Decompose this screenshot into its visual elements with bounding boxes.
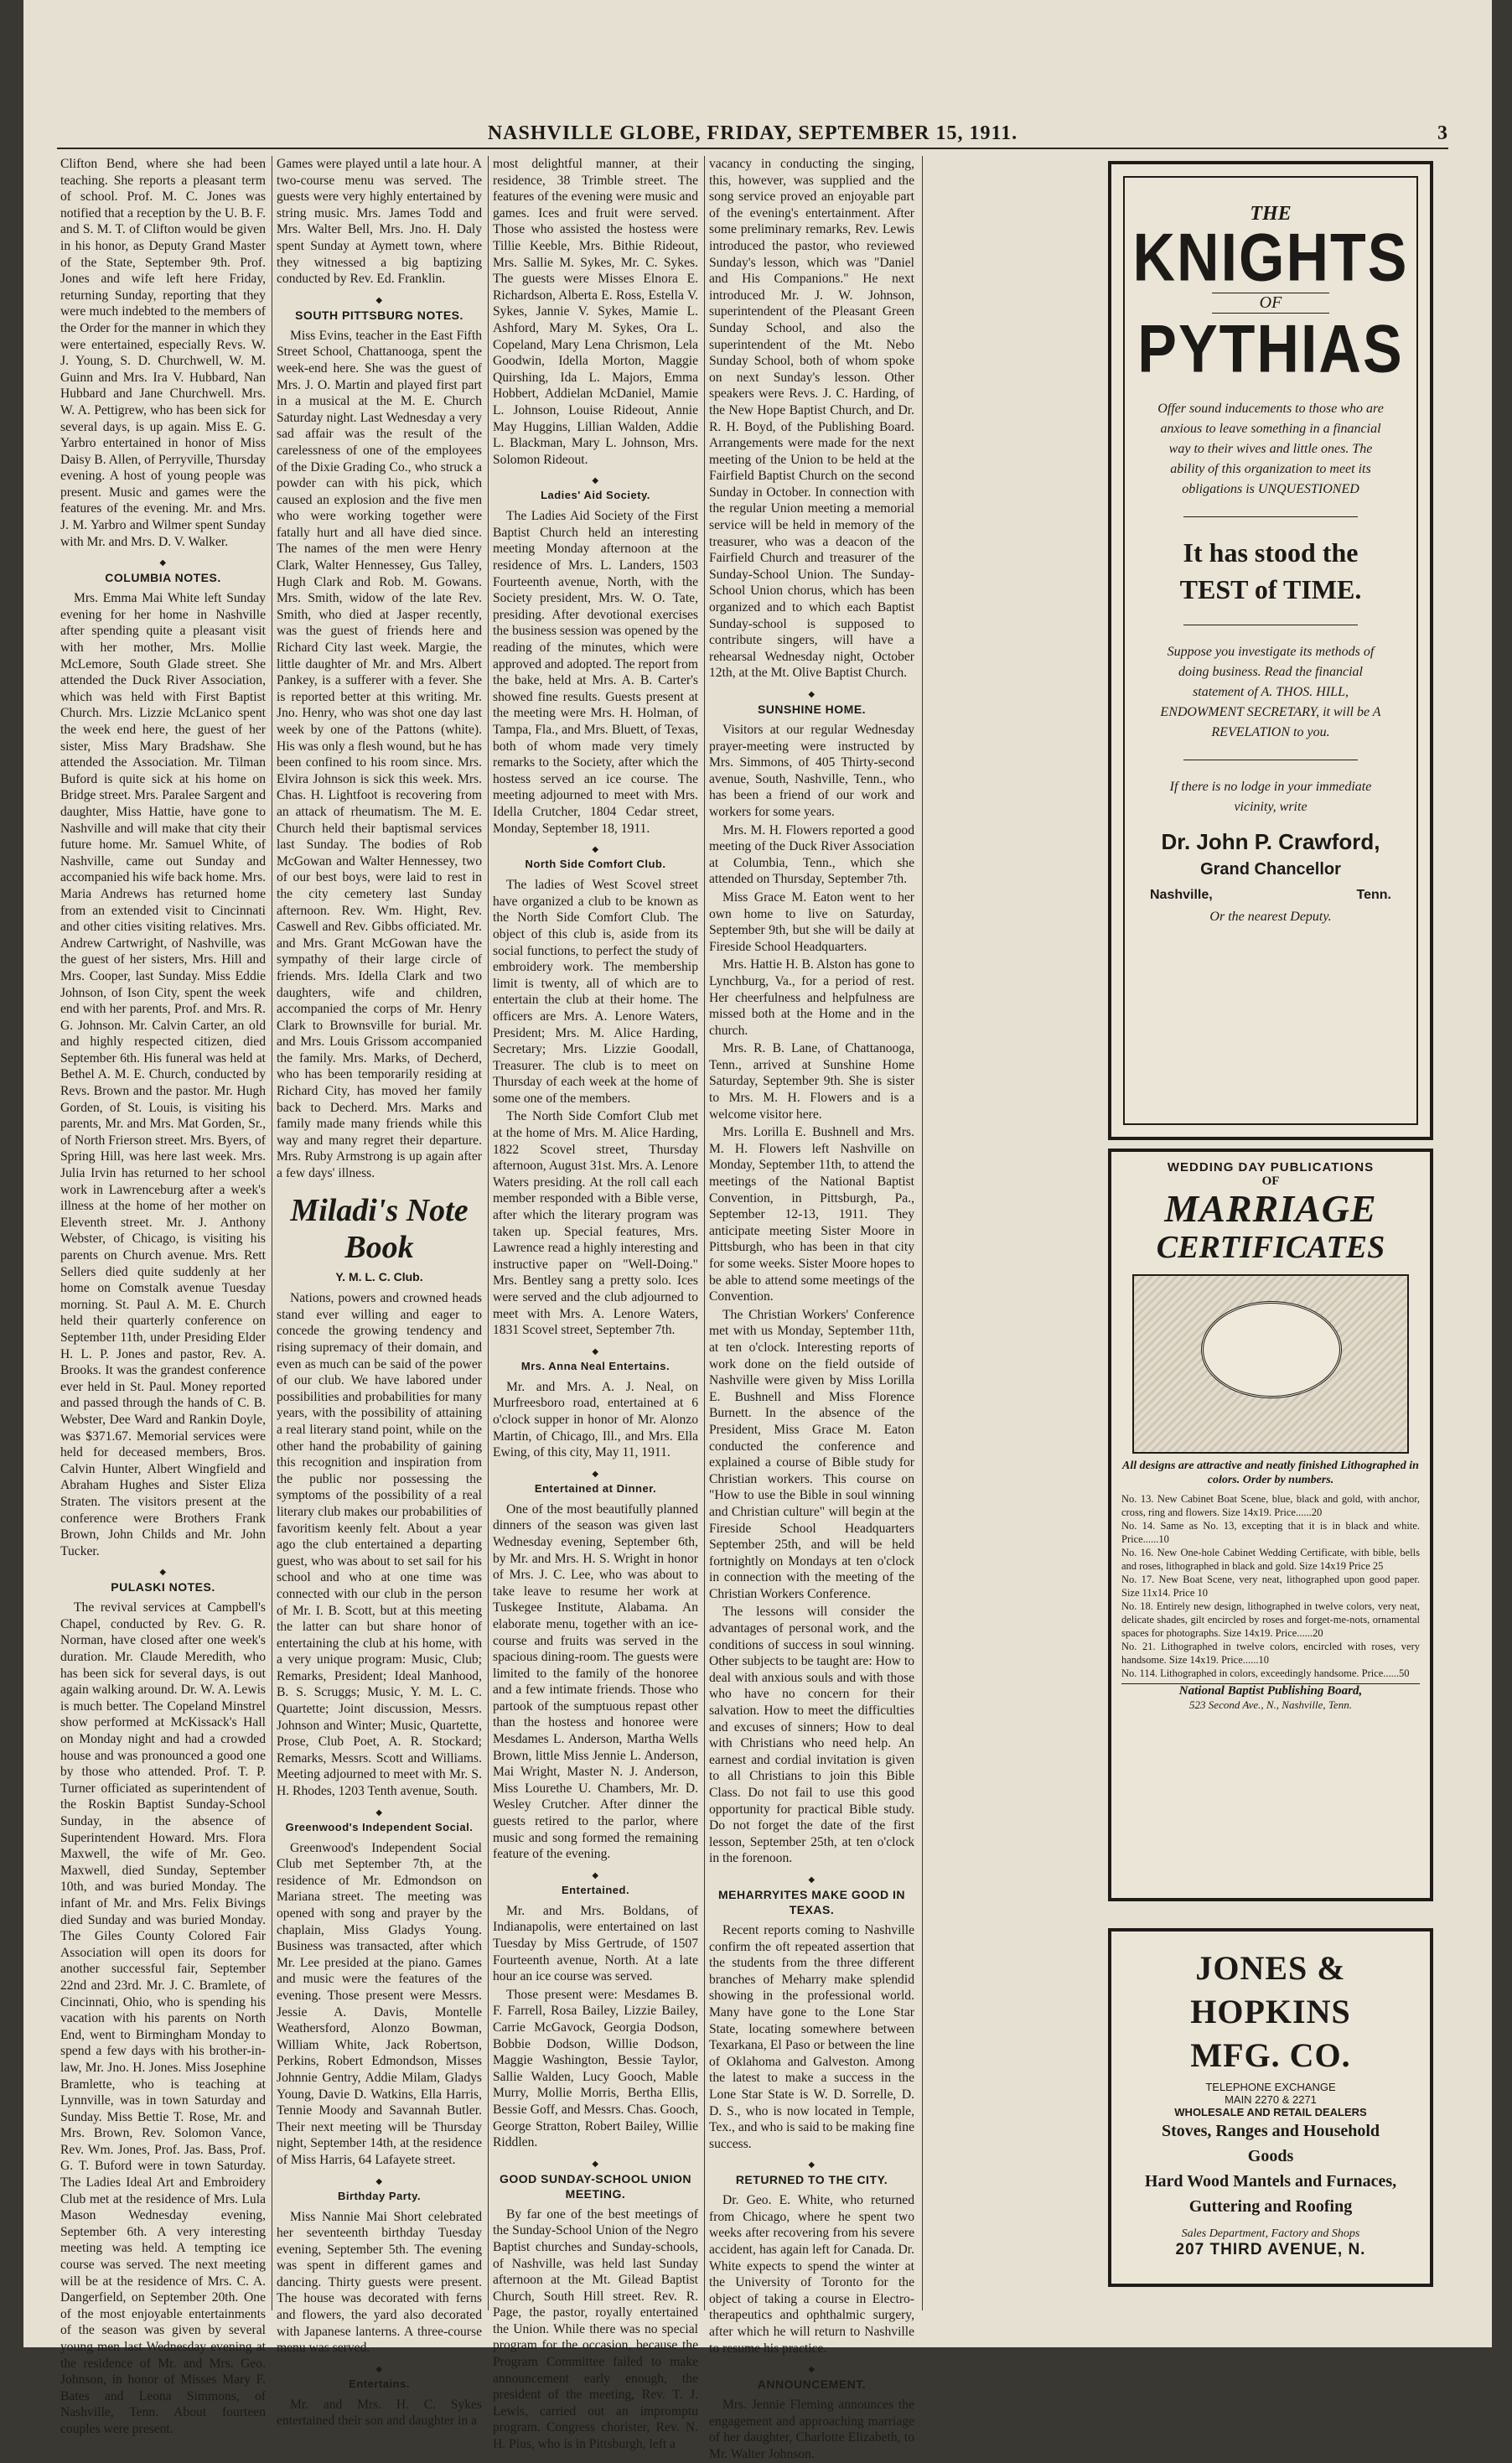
article-text: Clifton Bend, where she had been teaching. She reports a pleasant term of school. Prof. M. C. Jones was notified that a reception by the U. B. F. and S. M. T. of Clifton would be given in his honor, as Deputy Grand Master of the State, September 9th. Prof. Jones and wife left here Friday, returning Sunday, reporting that they were much indebted to the members of the Order for the manner in which they were entertained, especially Revs. W. J. Young, S. D. Churchwell, W. M. Guinn and Mrs. Ira V. Hubbard, Nan Hubbard and Jane Churchwell. Mrs. W. A. Pettigrew, who has been sick for several days, is up again. Miss E. G. Yarbro entertained in honor of Miss Daisy B. Allen, of Perryville, Thursday evening. A host of young people was present. Music and games were the features of the evening. Mr. and Mrs. J. M. Yarbro and Wilmer spent Sunday with Mr. and Mrs. D. V. Walker. — [60, 157, 266, 549]
miladi-subtitle: Y. M. L. C. Club. — [335, 1269, 423, 1283]
price-item: No. 114. Lithographed in colors, exceedingly handsome. Price......50 — [1121, 1667, 1410, 1679]
publisher-address: 523 Second Ave., N., Nashville, Tenn. — [1189, 1698, 1352, 1711]
article-text: Mrs. Emma Mai White left Sunday evening for her home in Nashville after spending quite a pleasant visit with her mother, Mrs. Mollie McLemore, South Glade street. She attended the Duck River Association, which was held with First Baptist Church. Mrs. Lizzie McLanico spent the week end here, the guest of her sister, Miss Mary Bradshaw. She attended the Association. Mr. Tilman Buford is quite sick at his home on Bridge street. Mrs. Paralee Sargent and daughter, Miss Hattie, have gone to Nashville and will make that city their future home. Mr. Samuel White, of Nashville, came out Sunday and accompanied his wife back home. Mrs. Maria Andrews has returned home from an extended visit to Cincinnati and other cities visiting relatives. Mrs. Andrew Cartwright, of Nashville, was the guest of her sisters, Mrs. Hill and Mrs. Cooper, last Sunday. Miss Eddie Johnson, of Ison City, spent the week end with her parents, Prof. and Mrs. R. G. Johnson. Mr. Calvin Carter, an old and highly respected citizen, died September 6th. His funeral was held at Bethel A. M. E. Church, conducted by Revs. Brown and the pastor. Mr. Hugh Gorden, of St. Louis, is visiting his parents, Mr. and Mrs. Mat Gorden, Sr., of North Frierson street. Mrs. Byers, of Spring Hill, was here last week. Mrs. Julia Irvin has returned to her school work in Lawrenceburg after a week's illness at the home of her mother on Eleventh street. Mr. J. Anthony Webster, of Chicago, is visiting his parents on Church avenue. Mrs. Rett Sellers died quite suddenly at her home on Comstalk avenue Tuesday morning. St. Paul A. M. E. Church held their quarterly conference on September 11th, under Presiding Elder H. L. P. Jones and pastor, Rev. A. Brooks. It was the grandest conference ever held in St. Paul. Money reported and passed through the hands of C. B. Webster, Dee Ward and Rankin Doyle, was $371.67. Memorial services were held for deceased members, Bros. Calvin Hunter, Albert Wingfield and Abraham Hughes and Sister Eliza Straten. The visitors present at the conference were Brothers Frank Brown, John Childs and Mr. John Tucker. — [60, 591, 266, 1558]
article-text: The North Side Comfort Club met at the home of Mrs. M. Alice Harding, 1822 Scovel street, Thursday afternoon, August 31st. Mrs. A. Lenore Waters presiding. At the roll call each member responded with a Bible verse, after which the literary program was taken up. Special features, Mrs. Lawrence read a highly interesting and instructive paper on "Well-Doing." Mrs. Bentley sang a pretty solo. Ices were served and the club adjourned to meet with Mrs. A. Lenore Waters, 1831 Scovel street, September 7th. — [493, 1109, 698, 1338]
ad-city: Nashville, — [1150, 888, 1213, 902]
article-text: Visitors at our regular Wednesday prayer-meeting were instructed by Mrs. Simmons, of 405 Thirty-second avenue, South, Nashville, Tenn., who has been a friend of our work and workers for some years. — [709, 723, 914, 819]
price-list — [1121, 1492, 1420, 1680]
article-text: The Ladies Aid Society of the First Baptist Church held an interesting meeting Monday afternoon at the residence of Mrs. L. Landers, 1503 Fourteenth avenue, North, with the Society president, Mrs. W. O. Tate, presiding. After devotional exercises the business session was opened by the reading of the minutes, which were approved and adopted. The report from the bake, held at Mrs. A. B. Carter's showed fine results. Guests present at the meeting were Mrs. H. Holman, of Tampa, Fla., and Mrs. Bluett, of Texas, both of whom made very timely remarks to the Society, after which the hostess served an ice course. The meeting adjourned to meet with Mrs. Idella Crutcher, 1804 Cedar street, Monday, September 18, 1911. — [493, 509, 698, 836]
article-text: Recent reports coming to Nashville confirm the oft repeated assertion that the students from the three different branches of Meharry make splendid showing in the professional world. Many have gone to the Lone Star State, locating somewhere between Texarkana, El Paso or between the line of Oklahoma and Galveston. Among the latest to make a success in the Lone Star State is W. D. Sorrelle, D. D. S., who is now located in Temple, Tex., and who is said to be making fine success. — [709, 1922, 914, 2151]
ad-address: 207 THIRD AVENUE, N. — [1175, 2241, 1366, 2258]
ad-state: Tenn. — [1356, 888, 1391, 902]
section-heading: ◆ MEHARRYITES MAKE GOOD IN TEXAS. — [709, 1875, 914, 1917]
article-text: The lessons will consider the advantages of personal work, and the conditions of success in soul winning. Other subjects to be taught are: How to deal with anxious souls and with those who have no concern for their salvation. How to meet the difficulties and excuses of sinners; How to deal with Christians who need help. An earnest and cordial invitation is given to all Christians to join this Bible Class. Do not fail to use this good opportunity for practical Bible study. Do not forget the date of the first lesson, September 25th, at ten o'clock in the forenoon. — [709, 1605, 914, 1866]
marriage-certificates-ad — [1108, 1149, 1433, 1901]
ad-phone-label: TELEPHONE EXCHANGE — [1205, 2081, 1336, 2093]
article-text: Mrs. M. H. Flowers reported a good meeting of the Duck River Association at Columbia, Tenn., which she attended on Thursday, September 7th. — [709, 822, 914, 887]
column-3 — [493, 156, 698, 2452]
price-item: No. 18. Entirely new design, lithographed in twelve colors, very neat, delicate shades, gilt encircled by roses and forget-me-nots, ornamental spaces for photographs. Size 14x19. Price......20 — [1121, 1600, 1420, 1639]
ad-divider — [1183, 516, 1359, 517]
miladi-title: Miladi's Note Book — [290, 1192, 469, 1265]
article-text: Mrs. Lorilla E. Bushnell and Mrs. M. H. Flowers left Nashville on Monday, September 11th, to attend the meetings of the National Baptist Convention, in Pittsburgh, Pa., September 12-13, 1911. They anticipate meeting Sister Moore in Pittsburgh, who has been in that city for some weeks. Sister Moore hopes to be able to attend some meetings of the Convention. — [709, 1125, 914, 1304]
ad-products-1: Stoves, Ranges and Household — [1161, 2122, 1380, 2140]
ad-certificates: CERTIFICATES — [1156, 1230, 1385, 1265]
article-text: Those present were: Mesdames B. F. Farrell, Rosa Bailey, Lizzie Bailey, Carrie McGavock, Georgia Dodson, Bobbie Dodson, Willie Dodson, Maggie Washington, Bessie Taylor, Sallie Walden, Lucy Gooch, Mable Murry, Mollie Morris, Bertha Ellis, Bessie Goff, and Messrs. Chas. Gooch, George Stratton, Robert Bailey, Willie Riddlen. — [493, 1987, 698, 2150]
section-heading: ◆ COLUMBIA NOTES. — [60, 558, 266, 585]
section-heading: ◆ SOUTH PITTSBURG NOTES. — [277, 296, 482, 323]
section-heading: ◆ SUNSHINE HOME. — [709, 690, 914, 717]
article-text: Dr. Geo. E. White, who returned from Chicago, where he spent two weeks after recovering from his severe accident, has again left for Canada. Dr. White expects to spend the winter at the University of Toronto for the object of taking a course in Electro-therapeutics and ophthalmic surgery, after which he will return to Nashville to resume his practice. — [709, 2193, 914, 2356]
article-text: By far one of the best meetings of the Sunday-School Union of the Negro Baptist churches and Sunday-schools, of Nashville, was held last Sunday afternoon at the Mt. Gilead Baptist Church, South Hill street. Rev. R. Page, the pastor, royally entertained the Union. While there was no special program for the occasion, because the Program Committee failed to make announcement early enough, the president of the meeting, Rev. T. J. Lewis, carried out an impromptu program. Congress chorister, Rev. N. H. Pius, who is in Pittsburgh, left a — [493, 2206, 698, 2452]
ad-stood-line-1: It has stood the — [1183, 537, 1359, 568]
column-divider — [704, 156, 705, 2310]
section-heading: ◆ Entertains. — [277, 2365, 482, 2392]
price-item: No. 14. Same as No. 13, excepting that it is in black and white. Price......10 — [1121, 1520, 1420, 1545]
ad-company-suffix: MFG. CO. — [1190, 2036, 1351, 2074]
section-heading: ◆ PULASKI NOTES. — [60, 1568, 266, 1594]
section-heading: ◆ Entertained. — [493, 1871, 698, 1898]
article-text: Mrs. Jennie Fleming announces the engagement and approaching marriage of her daughter, Charlotte Elizabeth, to Mr. Walter Johnson. — [709, 2398, 914, 2461]
ad-of: OF — [1261, 1174, 1280, 1188]
article-text: The revival services at Campbell's Chapel, conducted by Rev. G. R. Norman, have closed after one week's duration. Mr. Claude Meredith, who has been sick for several days, is out again walking around. Dr. W. A. Lewis is much better. The Copeland Minstrel show performed at McKissack's Hall on Monday night and had a crowded house and was pronounced a good one by those who attended. Prof. T. P. Turner officiated as superintendent of the Roskin Baptist Sunday-School Sunday, in the absence of Superintendent Howard. Mrs. Flora Maxwell, the wife of Mr. Geo. Maxwell, died Sunday, September 10th, and was buried Monday. The infant of Mr. and Mrs. Felix Bivings died Sunday and was buried Monday. The Giles County Colored Fair Association will open its doors for another successful fair, September 22nd and 23rd. Mr. J. C. Bramlete, of Cincinnati, Ohio, who is spending his vacation with his parents on North End, went to Birmingham Monday to spend a few days with his brother-in-law, Mr. Jno. H. Jones. Miss Josephine Bramlette, who is teaching at Lynnville, was in town Saturday and Sunday. Miss Bettie T. Rose, Mr. and Mrs. Brown, Rev. Solomon Vance, Rev. Wm. Jones, Prof. Jas. Bass, Prof. G. T. Buford were in town Saturday. The Ladies Ideal Art and Embroidery Club met at the residence of Mrs. Lula Mason Wednesday evening, September 6th. A very interesting meeting was held. A tempting ice course was served. The next meeting will be at the residence of Mrs. C. A. Dangerfield, on September 20th. One of the most enjoyable entertainments of the season was given by several young men last Wednesday evening at the residence of Mr. and Mrs. Geo. Johnson, in honor of Misses Mary F. Bates and Leona Simmons, of Nashville, Tenn. About fourteen couples were present. — [60, 1600, 266, 2436]
article-text: Miss Evins, teacher in the East Fifth Street School, Chattanooga, spent the week-end here. She was the guest of Mrs. J. O. Martin and played first part in a musical at the M. E. Church Saturday night. Last Wednesday a very sad affair was the result of the carelessness of one of the employees of the Dixie Grading Co., who struck a powder can with his pick, which caused an explosion and the five men who were working together were fatally hurt and all have died since. The names of the men were Henry Clark, Walter Hennessey, Gus Talley, Hugh Clark and Rob. M. Gowans. Mrs. Smith, widow of the late Rev. Smith, who died at Jasper recently, was the guest of friends here and Richard City last week. Margie, the little daughter of Mr. and Mrs. Albert Pankey, is a sufferer with a fever. She is reported better at this writing. Mr. Jno. Henry, who was shot one day last week by one of the Pattons (white). His was only a flesh wound, but he has been confined to his room since. Mrs. Elvira Johnson is sick this week. Mrs. Chas. H. Lightfoot is recovering from an attack of rheumatism. The M. E. Church held their baptismal services last Sunday. The bodies of Rob McGowan and Walter Hennessey, two of our best boys, were laid to rest in the city cemetery last Sunday afternoon. Rev. Wm. Hight, Rev. Caswell and Rev. Gibbs officiated. Mr. and Mrs. Grant McGowan have the sympathy of their large circle of friends. Mrs. Idella Clark and two daughters, wife and children, accompanied the corps of Mr. Henry Clark to Brownsville for burial. Mr. and Mrs. Louis Grissom accompanied the family. Mrs. Marks, of Decherd, who has been temporarily residing at Richard City, has moved her family back to Decherd. Mrs. Marks and family made many friends while this way and many regret their departure. Mrs. Ruby Armstrong is up again after a few days' illness. — [277, 328, 482, 1181]
ad-products-3: Hard Wood Mantels and Furnaces, Guttering and Roofing — [1144, 2172, 1397, 2216]
section-heading: ◆ Greenwood's Independent Social. — [277, 1808, 482, 1835]
article-text: Mrs. R. B. Lane, of Chattanooga, Tenn., arrived at Sunshine Home Saturday, September 9th. She is sister to Mrs. M. H. Flowers and is a welcome visitor here. — [709, 1041, 914, 1122]
article-text: Games were played until a late hour. A two-course menu was served. The guests were very highly entertained by string music. Mrs. James Todd and Mrs. Walter Bell, Mrs. Jno. H. Daly spent Sunday at Aymett town, where they witnessed a big baptizing conducted by Rev. Ed. Franklin. — [277, 157, 482, 287]
article-text: Nations, powers and crowned heads stand ever willing and eager to concede the growing tendency and rising supremacy of their domain, and even as much can be said of the power of our club. We have labored under possibilities and probabilities for many years, with the possibility of attaining a real literary stand point, while on the other hand the probability of gaining this recognition and inspiration from the public nor possessing the symptoms of the possibility of a real literary club makes our probabilities of favoritism keenly felt. About a year ago the club entertained a departing guest, who was about to set sail for his school and who at one time was connected with our club in the person of Mr. I. B. Scott, but at this meeting the latter can but share honor of entertaining the club at his home, with a very unique program: Music, Club; Remarks, President; Ideal Manhood, B. S. Scruggs; Music, Y. M. L. C. Quartette; Joint discussion, Messrs. Johnson and Winter; Music, Quartette, Prose, Club Poet, A. R. Stockard; Remarks, Messrs. Scott and Williams. Meeting adjourned to meet with Mr. S. H. Rhodes, 1203 Tenth avenue, South. — [277, 1291, 482, 1799]
knights-of-pythias-ad — [1108, 161, 1433, 1140]
ad-knights: KNIGHTS — [1132, 220, 1409, 295]
price-item: No. 17. New Boat Scene, very neat, lithographed upon good paper. Size 11x14. Price 10 — [1121, 1574, 1420, 1599]
masthead — [57, 122, 1448, 144]
section-heading: ◆ Birthday Party. — [277, 2177, 482, 2204]
article-text: Mr. and Mrs. A. J. Neal, on Murfreesboro road, entertained at 6 o'clock supper in honor of Mr. Alonzo Martin, of Chicago, Ill., and Mrs. Ella Ewing, of this city, May 11, 1911. — [493, 1379, 698, 1460]
certificate-illustration — [1132, 1274, 1409, 1454]
article-text: vacancy in conducting the singing, this, however, was supplied and the song service proved an enjoyable part of the evening's entertainment. After some preliminary remarks, Rev. Lewis introduced the pastor, who reviewed Sunday's lesson, which was "Daniel and His Companions." He next introduced Mr. J. W. Johnson, superintendent of the Pleasant Green Sunday School, and also the superintendent of the Mt. Nebo Sunday School, both of whom spoke on next Sunday's lesson. Other speakers were Revs. J. C. Harding, of the New Hope Baptist Church, and Dr. R. H. Boyd, of the Publishing Board. Arrangements were made for the next meeting of the Union to be held at the Fairfield Baptist Church on the second Sunday in October. In connection with the regular Union meeting a memorial service will be held in memory of the treasurer, who was a deacon of the Fairfield Church and treasurer of the Sunday-School Union. The Sunday-School Union chorus, which has been organized and to which each Baptist Sunday-school is supposed to contribute singers, will have a rehearsal Wednesday night, October 12th, at the Mt. Olive Baptist Church. — [709, 157, 914, 681]
section-heading: ◆ GOOD SUNDAY-SCHOOL UNION MEETING. — [493, 2160, 698, 2201]
ad-note: All designs are attractive and neatly finished Lithographed in colors. Order by numbers. — [1122, 1460, 1419, 1486]
section-heading: ◆ Entertained at Dinner. — [493, 1470, 698, 1496]
newspaper-page — [23, 0, 1492, 2461]
column-divider — [488, 156, 489, 2310]
column-4 — [709, 156, 914, 2461]
price-item: No. 16. New One-hole Cabinet Wedding Certificate, with bible, bells and roses, lithographed in black and gold. Size 14x19 Price 25 — [1121, 1547, 1420, 1572]
ad-of: OF — [1212, 293, 1329, 314]
certificate-oval — [1201, 1301, 1342, 1398]
ad-stood-line-2: TEST of TIME. — [1179, 574, 1362, 604]
article-text: The Christian Workers' Conference met with us Monday, September 11th, at ten o'clock. Interesting reports of work done on the field outside of Nashville were given by Miss Lorilla E. Bushnell and Miss Florence Burnett. In the absence of the President, Miss Grace M. Eaton conducted the conference and explained a course of Bible study for Christian workers. This course on "How to use the Bible in soul winning and Christian culture" will begin at the Fireside School Headquarters September 25th, and will be held fortnightly on Mondays at ten o'clock in connection with the meeting of the Christian Workers Conference. — [709, 1307, 914, 1601]
column-1 — [60, 156, 266, 2436]
ad-deputy: Or the nearest Deputy. — [1209, 910, 1332, 924]
article-text: Mrs. Hattie H. B. Alston has gone to Lynchburg, Va., for a period of rest. Her cheerfulness and helpfulness are missed both at the Home and in the church. — [709, 957, 914, 1038]
price-item: No. 21. Lithographed in twelve colors, encircled with roses, very handsome. Size 14x19. Price......10 — [1121, 1641, 1420, 1666]
ad-grand-chancellor: Grand Chancellor — [1200, 860, 1341, 879]
ad-the: THE — [1250, 203, 1292, 225]
article-text: Miss Nannie Mai Short celebrated her seventeenth birthday Tuesday evening, September 5th. The evening was spent in different games and dancing. Thirty guests were present. The house was decorated with ferns and flowers, the yard also decorated with Japanese lanterns. A three-course menu was served. — [277, 2209, 482, 2356]
publisher-name: National Baptist Publishing Board, — [1121, 1683, 1420, 1698]
article-text: most delightful manner, at their residence, 38 Trimble street. The features of the evening were music and games. Ices and fruit were served. Those who assisted the hostess were Tillie Keeble, Mrs. Bithie Rideout, Mrs. Sallie M. Sykes, Mr. C. Sykes. The guests were Misses Elnora E. Richardson, Alberta E. Ross, Estella V. Sykes, Jannie V. Sykes, Mamie L. Ashford, Mary M. Sykes, Ora L. Copeland, Mary Lena Chrismon, Lela Goodwin, Idella Morton, Maggie Quirshing, Ida L. Majors, Emma Hobbert, Addielan McDaniel, Mamie L. Johnson, Louise Rideout, Annie May Huggins, Lillian Walden, Addie L. Blackman, Mary L. Johnson, Mrs. Solomon Rideout. — [493, 157, 698, 467]
ad-location — [1150, 888, 1391, 903]
article-text: Greenwood's Independent Social Club met September 7th, at the residence of Mr. Edmondson on Mariana street. The meeting was opened with song and prayer by the chaplain, Miss Gladys Young. Business was transacted, after which Mr. Lee presided at the piano. Games and music were the features of the evening. Those present were Messrs. Jessie A. Davis, Montelle Weathersford, Alonzo Bowman, William White, Jack Robertson, Perkins, Robert Edmondson, Misses Johnnie Gentry, Addie Milam, Gladys Young, Davie D. Watkins, Ella Harris, Tennie Moody and Savannah Butler. Their next meeting will be Thursday night, September 14th, at the residence of Miss Harris, 64 Lafayete street. — [277, 1840, 482, 2167]
section-heading: ◆ Mrs. Anna Neal Entertains. — [493, 1347, 698, 1374]
ad-sales-dept: Sales Department, Factory and Shops — [1181, 2227, 1360, 2240]
article-text: Mr. and Mrs. H. C. Sykes entertained their son and daughter in a — [277, 2397, 482, 2429]
article-text: The ladies of West Scovel street have organized a club to be known as the North Side Comfort Club. The object of this club is, aside from its social functions, to perfect the study of embroidery work. The membership limit is twenty, all of which are to entertain the club at their home. The officers are Mrs. A. Lenore Waters, President; Mrs. M. Alice Harding, Secretary; Mrs. Lizzie Goodall, Treasurer. The club is to meet on Thursday of each week at the home of some one of the members. — [493, 878, 698, 1106]
ad-marriage: MARRIAGE — [1164, 1187, 1377, 1230]
article-text: Mr. and Mrs. Boldans, of Indianapolis, were entertained on last Tuesday by Miss Gertrude, of 1507 Fourteenth avenue, North. At a late hour an ice course was served. — [493, 1903, 698, 1984]
ad-border — [1123, 176, 1418, 1125]
ad-lodge-text: If there is no lodge in your immediate vicinity, write — [1169, 780, 1372, 814]
section-heading: ◆ Ladies' Aid Society. — [493, 476, 698, 503]
ad-offer-text: Offer sound inducements to those who are anxious to leave something in a financial way to their wives and little ones. The ability of this organization to meet its obligations is UNQUESTIONED — [1157, 402, 1384, 496]
ad-suppose-text: Suppose you investigate its methods of doing business. Read the financial statement of A. THOS. HILL, ENDOWMENT SECRETARY, it will be A REVELATION to you. — [1160, 645, 1381, 739]
price-item: No. 13. New Cabinet Boat Scene, blue, black and gold, with anchor, cross, ring and flowers. Size 14x19. Price......20 — [1121, 1493, 1420, 1518]
column-2 — [277, 156, 482, 2429]
ad-pythias: PYTHIAS — [1137, 311, 1404, 386]
ad-heading: WEDDING DAY PUBLICATIONS — [1167, 1160, 1375, 1174]
ad-company-name: JONES & HOPKINS — [1190, 1949, 1351, 2030]
article-text: One of the most beautifully planned dinners of the season was given last Wednesday evening, September 6th, by Mr. and Mrs. H. S. Wright in honor of Mrs. J. C. Lee, who was about to take leave to resume her work at Tuskegee Institute, Alabama. An elaborate menu, together with an ice-course and fruits was served in the spacious dining-room. The guests were limited to the family of the honoree and a few intimate friends. Those who partook of the sumptuous repast other than the hostess and honoree were Mesdames L. Anderson, Martha Wells Brown, little Miss Jennie L. Anderson, Mai Wright, Master N. J. Anderson, Miss Lourethe U. Chambers, Mr. D. Wesley Crutcher. After dinner the guests retired to the parlor, where music and song formed the remaining feature of the evening. — [493, 1501, 698, 1862]
ad-dealers: WHOLESALE AND RETAIL DEALERS — [1174, 2106, 1367, 2118]
ad-crawford: Dr. John P. Crawford, — [1161, 829, 1380, 854]
column-divider — [922, 156, 923, 2310]
section-heading: ◆ North Side Comfort Club. — [493, 845, 698, 872]
section-heading: ◆ ANNOUNCEMENT. — [709, 2365, 914, 2392]
section-heading: ◆ RETURNED TO THE CITY. — [709, 2160, 914, 2187]
masthead-title: NASHVILLE GLOBE, FRIDAY, SEPTEMBER 15, 1911. — [487, 122, 1018, 144]
masthead-rule — [57, 148, 1448, 149]
article-text: Miss Grace M. Eaton went to her own home to live on Saturday, September 9th, but she will be daily at Fireside School Headquarters. — [709, 889, 914, 954]
page-number: 3 — [1437, 122, 1448, 144]
ad-phone-number: MAIN 2270 & 2271 — [1225, 2093, 1317, 2106]
jones-hopkins-ad — [1108, 1928, 1433, 2287]
ad-products-2: Goods — [1247, 2147, 1294, 2165]
